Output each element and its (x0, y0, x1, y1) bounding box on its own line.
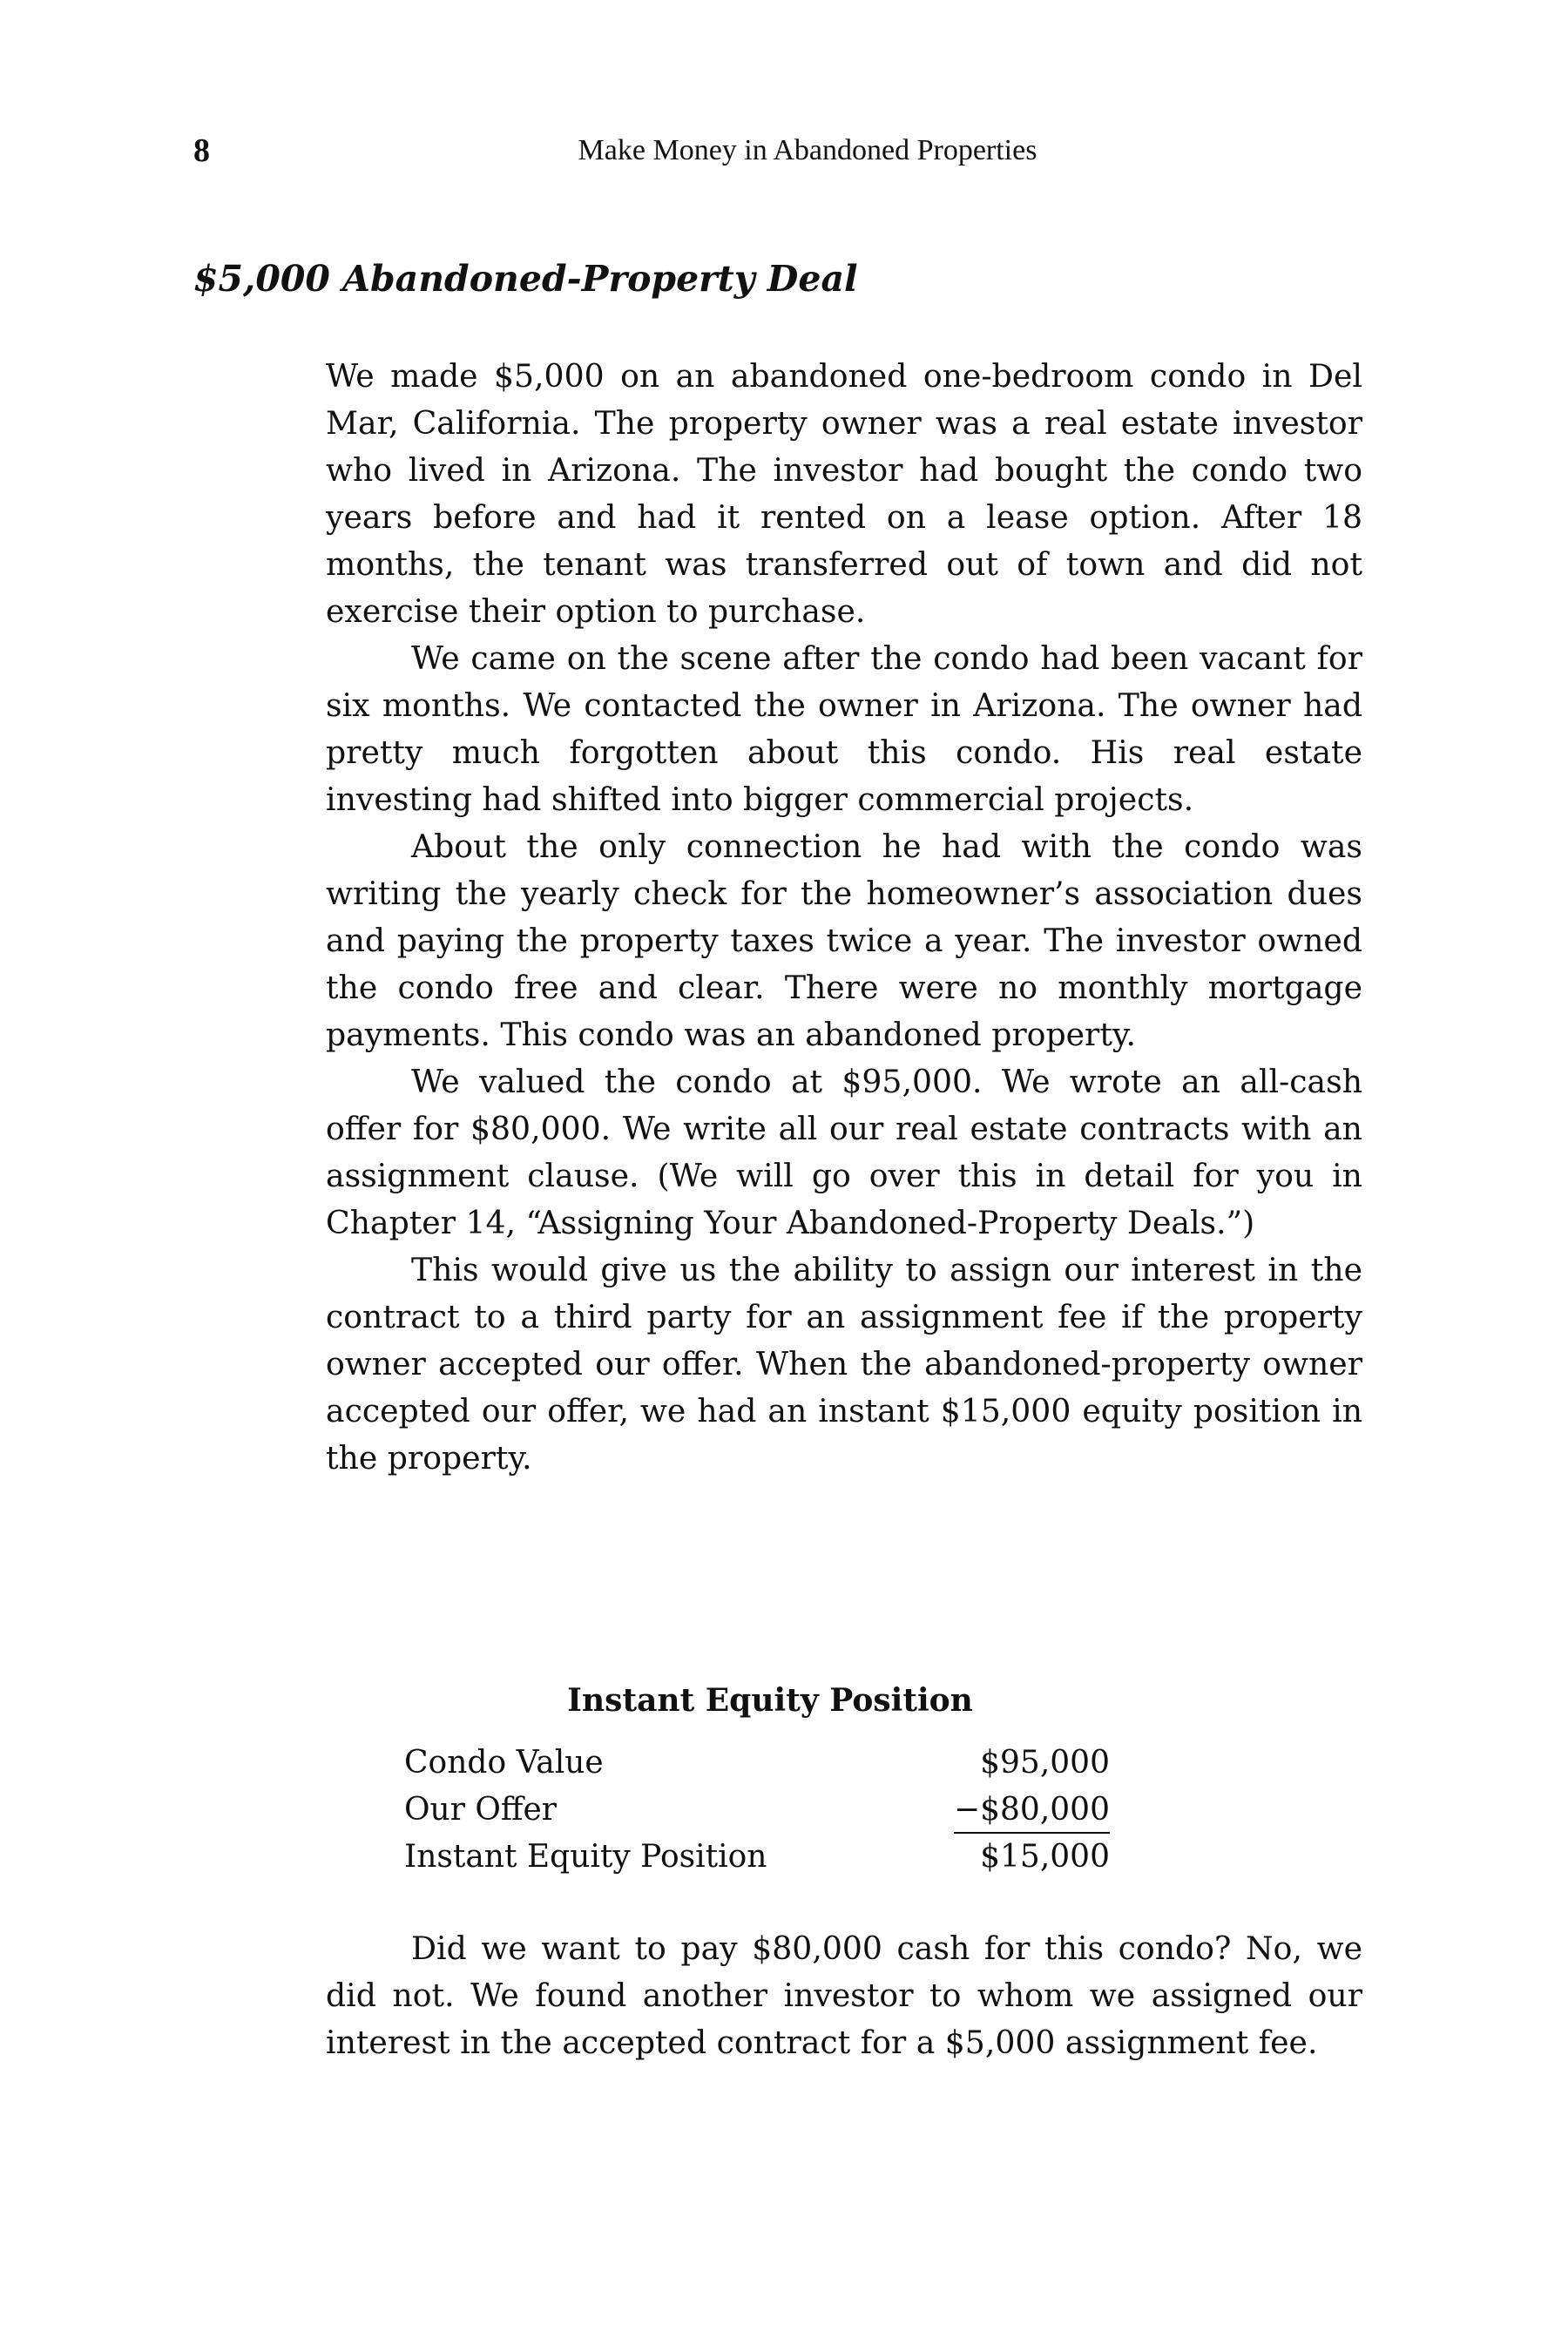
paragraph: We made $5,000 on an abandoned one-bedroom condo in Del Mar, California. The property owner was a real estate investor who lived in Arizona. The investor had bought the condo two years before and had it rented on a lease option. After 18 months, the tenant was transferred out of town and did not exercise their option to purchase. (326, 357, 1362, 630)
paragraph: We valued the condo at $95,000. We wrote an all-cash offer for $80,000. We write all our real estate contracts with an assignment clause. (We will go over this in detail for you in Chapter 14, “Assigning Your Abandoned-Property Deals.”) (326, 1063, 1362, 1241)
body-text (326, 353, 1362, 1482)
section-title: $5,000 Abandoned-Property Deal (193, 258, 858, 300)
closing-text (326, 1925, 1362, 2066)
equity-table-block (404, 1677, 1110, 1881)
paragraph: Did we want to pay $80,000 cash for this condo? No, we did not. We found another investor to whom we assigned our interest in the accepted contract for a $5,000 assignment fee. (326, 1930, 1362, 2061)
paragraph: This would give us the ability to assign our interest in the contract to a third party for an assignment fee if the property owner accepted our offer. When the abandoned-property owner accepted our offer, we had an instant $15,000 equity position in the property. (326, 1251, 1362, 1477)
table-cell-label: Condo Value (404, 1745, 604, 1781)
table-row (404, 1787, 1110, 1834)
table-row (404, 1740, 1110, 1787)
table-cell-amount (897, 1787, 1110, 1834)
paragraph: We came on the scene after the condo had been vacant for six months. We contacted the owner in Arizona. The owner had pretty much forgotten about this condo. His real estate investing had shifted into bigger commercial projects. (326, 639, 1362, 818)
table-cell-label: Our Offer (404, 1792, 557, 1828)
equity-table (404, 1740, 1110, 1881)
running-head: Make Money in Abandoned Properties (578, 134, 1037, 166)
page-number: 8 (193, 132, 210, 169)
subtraction-amount: −$80,000 (954, 1788, 1110, 1834)
equity-table-title: Instant Equity Position (567, 1682, 973, 1719)
table-row (404, 1834, 1110, 1881)
paragraph: About the only connection he had with the condo was writing the yearly check for the homeowner’s association dues and paying the property taxes twice a year. The investor owned the condo free and clear. There were no monthly mortgage payments. This condo was an abandoned property. (326, 828, 1362, 1053)
page-header (193, 129, 1369, 172)
table-cell-label: Instant Equity Position (404, 1839, 767, 1875)
table-cell-amount: $15,000 (980, 1839, 1110, 1875)
table-cell-amount: $95,000 (980, 1745, 1110, 1781)
